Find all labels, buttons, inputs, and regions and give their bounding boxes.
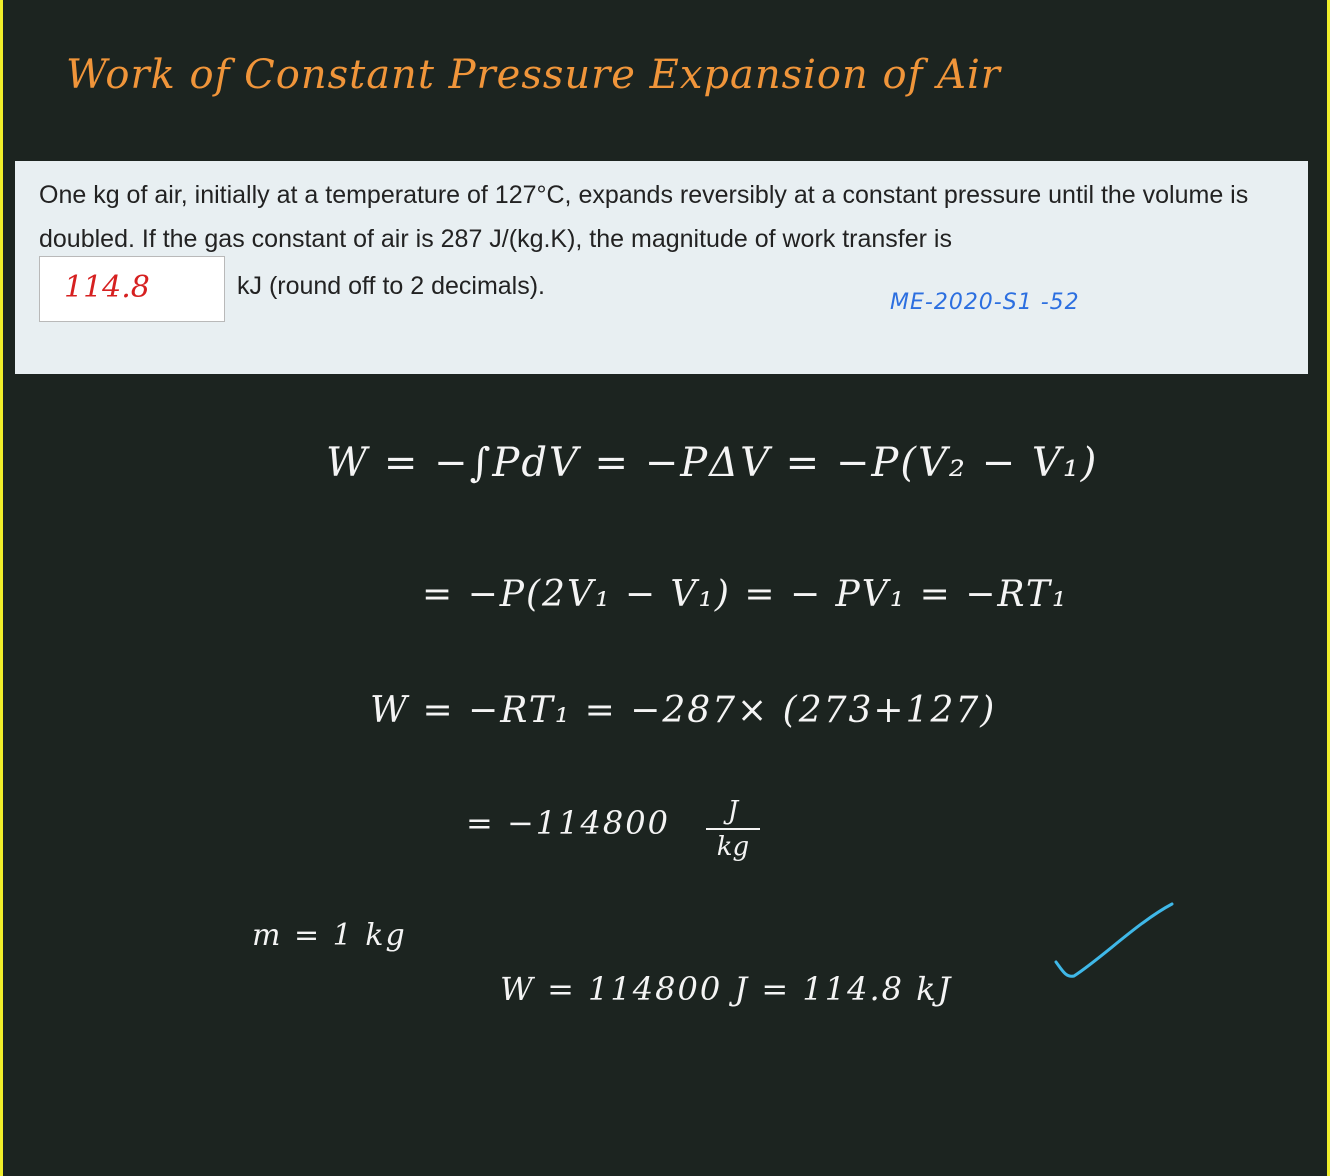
unit-fraction bbox=[706, 796, 760, 864]
solution-line-2: = −P(2V₁ − V₁) = − PV₁ = −RT₁ bbox=[422, 574, 1069, 615]
question-id: ME-2020-S1 -52 bbox=[890, 290, 1080, 315]
answer-value: 114.8 bbox=[64, 270, 150, 305]
answer-unit-text: kJ (round off to 2 decimals). bbox=[237, 272, 546, 300]
checkmark-icon bbox=[1052, 900, 1176, 982]
solution-line-3: W = −RT₁ = −287× (273+127) bbox=[370, 690, 997, 731]
unit-denominator: kg bbox=[716, 832, 750, 862]
solution-mass: m = 1 kg bbox=[252, 918, 407, 953]
unit-numerator: J bbox=[706, 796, 760, 830]
question-text: One kg of air, initially at a temperature of 127°C, expands reversibly at a constant pressure until the volume is doubled. If the gas constant of air is 287 J/(kg.K), the magnitude of work transfer is bbox=[39, 181, 1249, 253]
solution-line-4: = −114800 bbox=[466, 804, 670, 842]
solution-result: W = 114800 J = 114.8 kJ bbox=[500, 970, 953, 1008]
solution-line-1: W = −∫PdV = −PΔV = −P(V₂ − V₁) bbox=[326, 440, 1099, 486]
page-title: Work of Constant Pressure Expansion of Air bbox=[66, 52, 1001, 98]
